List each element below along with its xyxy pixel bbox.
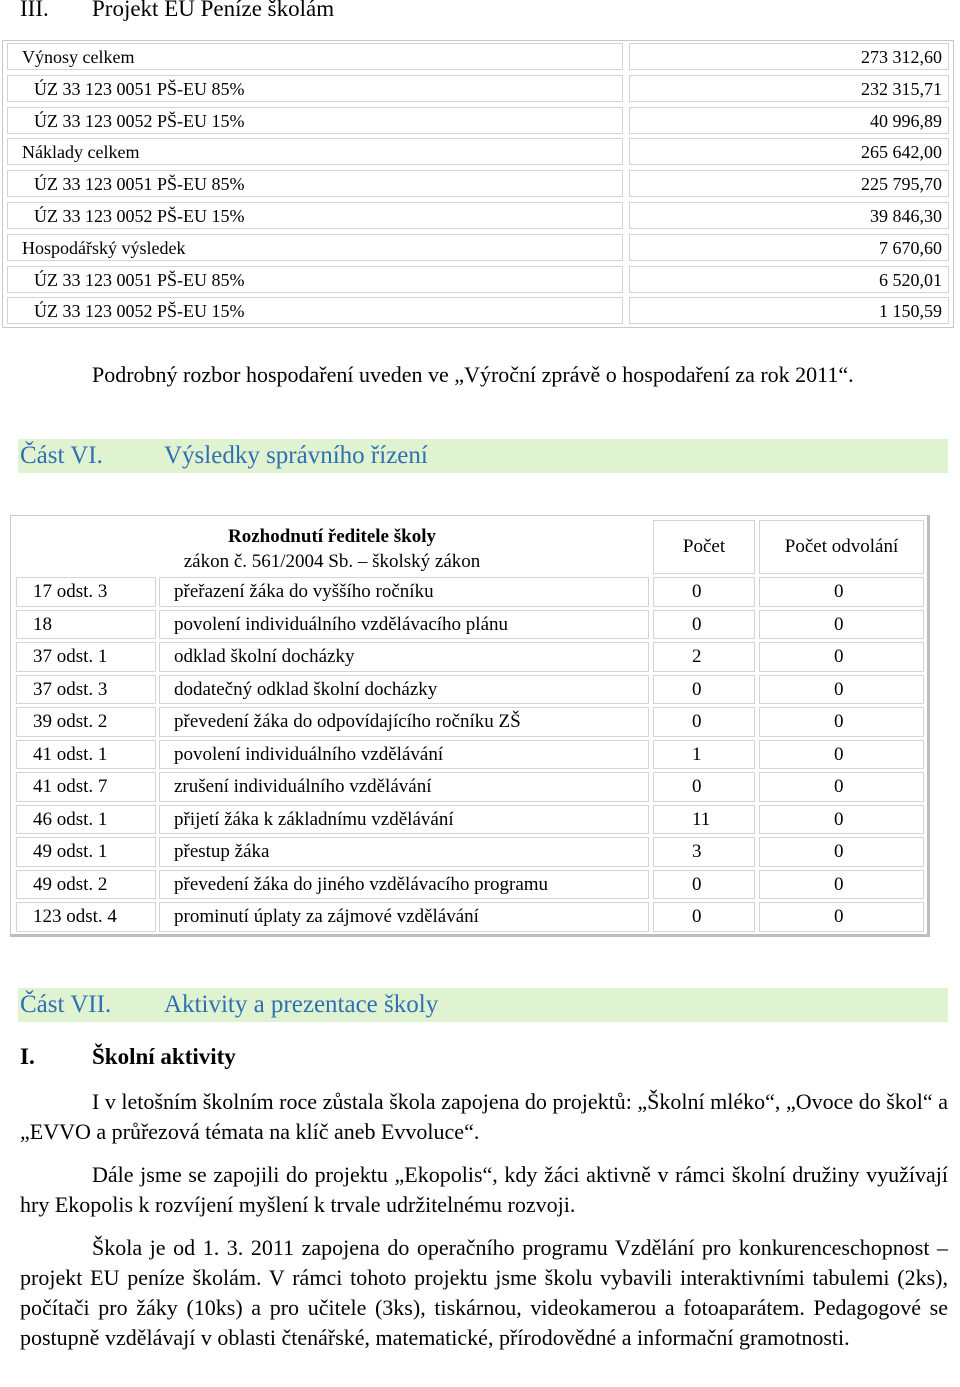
decision-count: 0 [653,577,755,607]
decision-paragraph: 49 odst. 1 [16,837,156,867]
decisions-table [10,515,930,937]
finance-row [7,75,949,103]
decision-description: přestup žáka [159,837,649,867]
decision-appeals: 0 [759,870,924,900]
heading-number: III. [20,0,49,21]
decision-description: povolení individuálního vzdělávání [159,740,649,770]
finance-row-value: 232 315,71 [629,75,949,102]
decision-description: povolení individuálního vzdělávacího plánu [159,610,649,640]
finance-table [2,40,954,328]
finance-row-label: Výnosy celkem [7,43,623,70]
finance-row [7,297,949,325]
finance-row-label: Hospodářský výsledek [7,234,623,261]
section-vi-title: Výsledky správního řízení [164,442,428,469]
finance-row-label: ÚZ 33 123 0052 PŠ-EU 15% [7,202,623,229]
finance-row [7,202,949,230]
section-vi-number: Část VI. [20,442,103,469]
decision-description: přeřazení žáka do vyššího ročníku [159,577,649,607]
finance-row [7,107,949,135]
finance-row-value: 225 795,70 [629,170,949,197]
decision-appeals: 0 [759,805,924,835]
decision-appeals: 0 [759,577,924,607]
finance-row-value: 40 996,89 [629,107,949,134]
decision-count: 0 [653,610,755,640]
finance-row-label: ÚZ 33 123 0052 PŠ-EU 15% [7,107,623,134]
section-vii-number: Část VII. [20,991,112,1018]
decision-paragraph: 18 [16,610,156,640]
finance-row-value: 1 150,59 [629,297,949,324]
decisions-header-cell [16,520,648,574]
decision-paragraph: 37 odst. 1 [16,642,156,672]
finance-row [7,266,949,294]
decision-paragraph: 41 odst. 7 [16,772,156,802]
finance-row-value: 273 312,60 [629,43,949,70]
decision-count: 11 [653,805,755,835]
decision-paragraph: 37 odst. 3 [16,675,156,705]
decision-description: dodatečný odklad školní docházky [159,675,649,705]
section-vii-title: Aktivity a prezentace školy [164,991,439,1018]
finance-row-value: 7 670,60 [629,234,949,261]
decision-count: 0 [653,870,755,900]
paragraph-eu-project: Škola je od 1. 3. 2011 zapojena do operačního programu Vzdělání pro konkurenceschopnost – projekt EU peníze školám. V rámci tohoto projektu jsme školu vybavili interaktivními tabulemi (2ks), počítači pro žáky (10ks) a pro učitele (3ks), tiskárnou, videokamerou a fotoaparátem. Pedagogové se postupně vzdělávají v oblasti čtenářské, matematické, přírodovědné a informační gramotnosti. [20,1235,948,1350]
finance-row-label: ÚZ 33 123 0051 PŠ-EU 85% [7,170,623,197]
decision-appeals: 0 [759,675,924,705]
heading-title: Projekt EU Peníze školám [92,0,335,21]
finance-row-value: 39 846,30 [629,202,949,229]
decision-count: 2 [653,642,755,672]
decision-count: 1 [653,740,755,770]
section-vii-heading [18,988,948,1022]
decision-appeals: 0 [759,610,924,640]
finance-row-label: ÚZ 33 123 0052 PŠ-EU 15% [7,297,623,324]
finance-row [7,43,949,71]
decisions-header-subtitle: zákon č. 561/2004 Sb. – školský zákon [183,551,481,572]
decision-count: 0 [653,902,755,932]
finance-row-label: ÚZ 33 123 0051 PŠ-EU 85% [7,75,623,102]
column-header-count: Počet [653,520,755,574]
decision-appeals: 0 [759,642,924,672]
decision-description: zrušení individuálního vzdělávání [159,772,649,802]
decision-appeals: 0 [759,902,924,932]
finance-row-value: 265 642,00 [629,138,949,165]
finance-row-value: 6 520,01 [629,266,949,293]
decision-paragraph: 49 odst. 2 [16,870,156,900]
section-heading-iii [0,0,960,26]
decision-description: odklad školní docházky [159,642,649,672]
decision-count: 0 [653,675,755,705]
decision-description: převedení žáka do odpovídajícího ročníku ZŠ [159,707,649,737]
decision-paragraph: 123 odst. 4 [16,902,156,932]
decision-paragraph: 17 odst. 3 [16,577,156,607]
paragraph-projects: I v letošním školním roce zůstala škola zapojena do projektů: „Školní mléko“, „Ovoce do škol“ a „EVVO a průřezová témata na klíč aneb Evvoluce“. [20,1089,948,1144]
finance-row-label: ÚZ 33 123 0051 PŠ-EU 85% [7,266,623,293]
decision-count: 0 [653,707,755,737]
decisions-header-title: Rozhodnutí ředitele školy [228,526,436,547]
decision-paragraph: 46 odst. 1 [16,805,156,835]
decision-paragraph: 39 odst. 2 [16,707,156,737]
decision-count: 0 [653,772,755,802]
analysis-note: Podrobný rozbor hospodaření uveden ve „Výroční zprávě o hospodaření za rok 2011“. [92,362,854,387]
paragraph-ekopolis: Dále jsme se zapojili do projektu „Ekopolis“, kdy žáci aktivně v rámci školní družiny využívají hry Ekopolis k rozvíjení myšlení k trvale udržitelnému rozvoji. [20,1162,948,1217]
decision-description: prominutí úplaty za zájmové vzdělávání [159,902,649,932]
decision-count: 3 [653,837,755,867]
decision-appeals: 0 [759,740,924,770]
finance-row [7,170,949,198]
finance-row [7,138,949,166]
column-header-appeals: Počet odvolání [759,520,924,574]
decision-appeals: 0 [759,772,924,802]
decision-description: přijetí žáka k základnímu vzdělávání [159,805,649,835]
decision-appeals: 0 [759,837,924,867]
activities-title: Školní aktivity [92,1044,236,1069]
decision-description: převedení žáka do jiného vzdělávacího programu [159,870,649,900]
finance-row-label: Náklady celkem [7,138,623,165]
section-vi-heading [18,439,948,473]
activities-number: I. [20,1044,35,1069]
finance-row [7,234,949,262]
decision-appeals: 0 [759,707,924,737]
decision-paragraph: 41 odst. 1 [16,740,156,770]
